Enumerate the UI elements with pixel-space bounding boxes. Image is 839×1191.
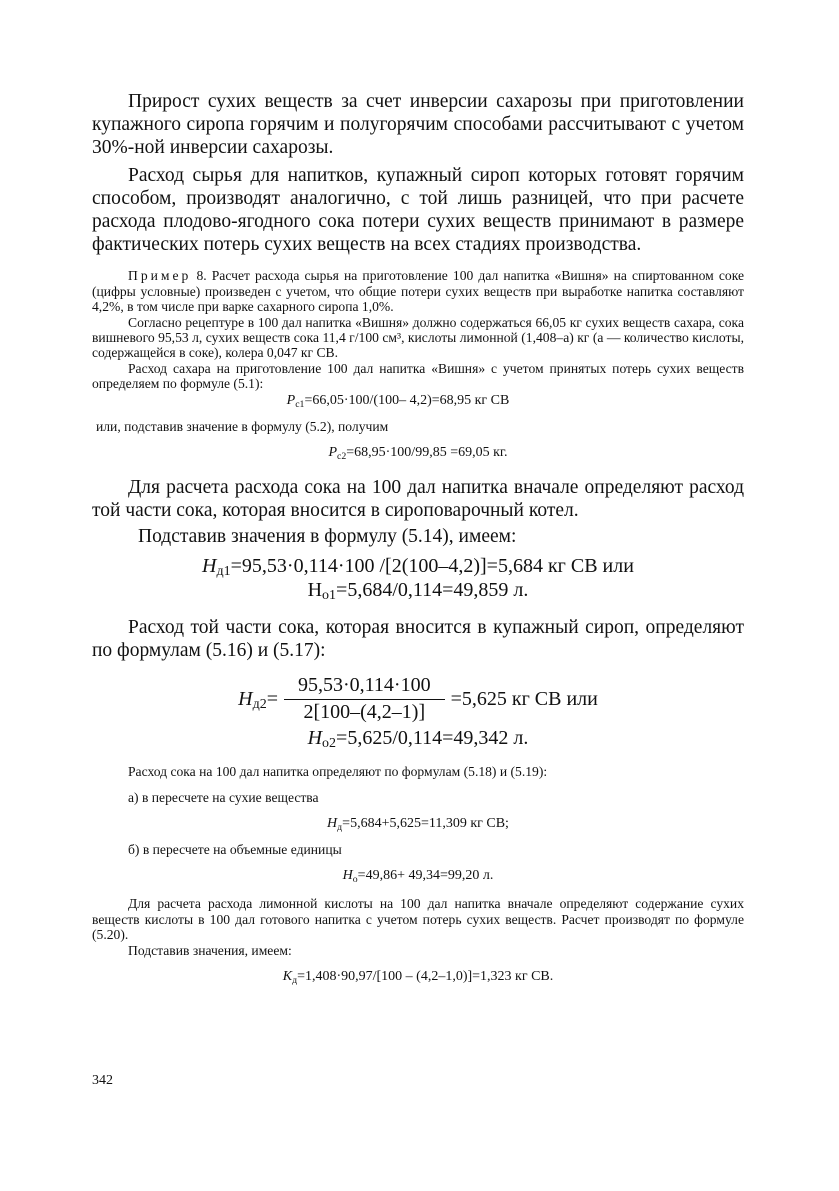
paragraph-substitute: или, подставив значение в формулу (5.2), получим — [96, 418, 389, 434]
example-label: Пример — [128, 268, 192, 284]
paragraph-volume: б) в пересчете на объемные единицы — [128, 841, 342, 857]
paragraph-recipe: Согласно рецептуре в 100 дал напитка «Вишня» должно содержаться 66,05 кг сухих веществ сахара, сока вишневого 95,53 л, сухих веществ сока 11,4 г/100 см³, кислоты лимонной (1,408–а) кг (а — количество кислоты, содержащейся в соке), колера 0,047 кг СВ. — [92, 314, 744, 361]
fraction-denominator: 2[100–(4,2–1)] — [303, 701, 426, 724]
paragraph-blend-juice: Расход той части сока, которая вносится в купажный сироп, определяют по формулам (5.16) и (5.17): — [92, 616, 744, 661]
page-number: 342 — [92, 1073, 113, 1088]
formula-hd1: $H_{д1}=95,53\cdot 0,114\cdot 100$ /[2(100–4,2)]=5,684 кг СВ или — [202, 554, 634, 579]
formula-ho1: $H_{o1}=5,684/0,114=49,859$ л. — [307, 578, 529, 603]
formula-ho2: $H_{o2}=5,625/0,114=49,342$ л. — [307, 727, 529, 752]
fraction-numerator: 95,53·0,114·100 — [284, 674, 445, 700]
paragraph-juice-total: Расход сока на 100 дал напитка определяют по формулам (5.18) и (5.19): — [128, 764, 548, 780]
document-page — [92, 90, 744, 985]
paragraph-citric: Для расчета расхода лимонной кислоты на 100 дал напитка вначале определяют содержание сухих веществ кислоты в 100 дал готового напитка с учетом потерь сухих веществ. Расчет производят по формуле (5.20). — [92, 896, 744, 943]
formula-kd: $K_д=1,408\cdot 90,97/[100 - (4,2-1,0)]=1,323$ кг СВ. — [282, 968, 554, 986]
formula-hd2: $H_{д2}=$ $\frac{95,53\cdot 0,114\cdot 100}{2[100-(4,2-1)]}$ =5,625 кг СВ или — [238, 674, 598, 724]
example-paragraph — [92, 268, 744, 314]
paragraph-inversion: Прирост сухих веществ за счет инверсии сахарозы при приготовлении купажного сиропа горячим и полугорячим способами рассчитывают с учетом 30%-ной инверсии сахарозы. — [92, 91, 744, 159]
example-text: 8. Расчет расхода сырья на приготовление 100 дал напитка «Вишня» на спиртованном соке (цифры условные) произведен с учетом, что общие потери сухих веществ при выработке напитка составляют 4,2%, в том числе при варке сахарного сиропа 1,0%. — [92, 268, 744, 315]
paragraph-sugar: Расход сахара на приготовление 100 дал напитка «Вишня» с учетом принятых потерь сухих веществ определяем по формуле (5.1): — [92, 360, 744, 392]
paragraph-substitute-values: Подставив значения, имеем: — [128, 942, 292, 958]
paragraph-dry: а) в пересчете на сухие вещества — [128, 789, 319, 805]
formula-pc1: $P_{с1}=66,05\cdot 100/(100-$ 4,2)=68,95 кг СВ — [286, 392, 510, 410]
paragraph-hot-method: Расход сырья для напитков, купажный сироп которых готовят горячим способом, производят аналогично, с той лишь разницей, что при расчете расхода плодово-ягодного сока потери сухих веществ принимают в размере фактических потерь сухих веществ на всех стадиях производства. — [92, 164, 744, 256]
paragraph-juice-calc: Для расчета расхода сока на 100 дал напитка вначале определяют расход той части сока, которая вносится в сироповарочный котел. — [92, 477, 744, 522]
paragraph-substituting: Подставив значения в формулу (5.14), имеем: — [138, 526, 517, 548]
formula-hd: $H_д=5,684+5,625=11,309$ кг СВ; — [327, 815, 509, 833]
formula-pc2: $P_{с2}=68,95\cdot 100/99,85 =69,05$ кг. — [328, 445, 508, 463]
formula-ho: $H_o=49,86+ 49,34=99,20$ л. — [342, 868, 494, 886]
